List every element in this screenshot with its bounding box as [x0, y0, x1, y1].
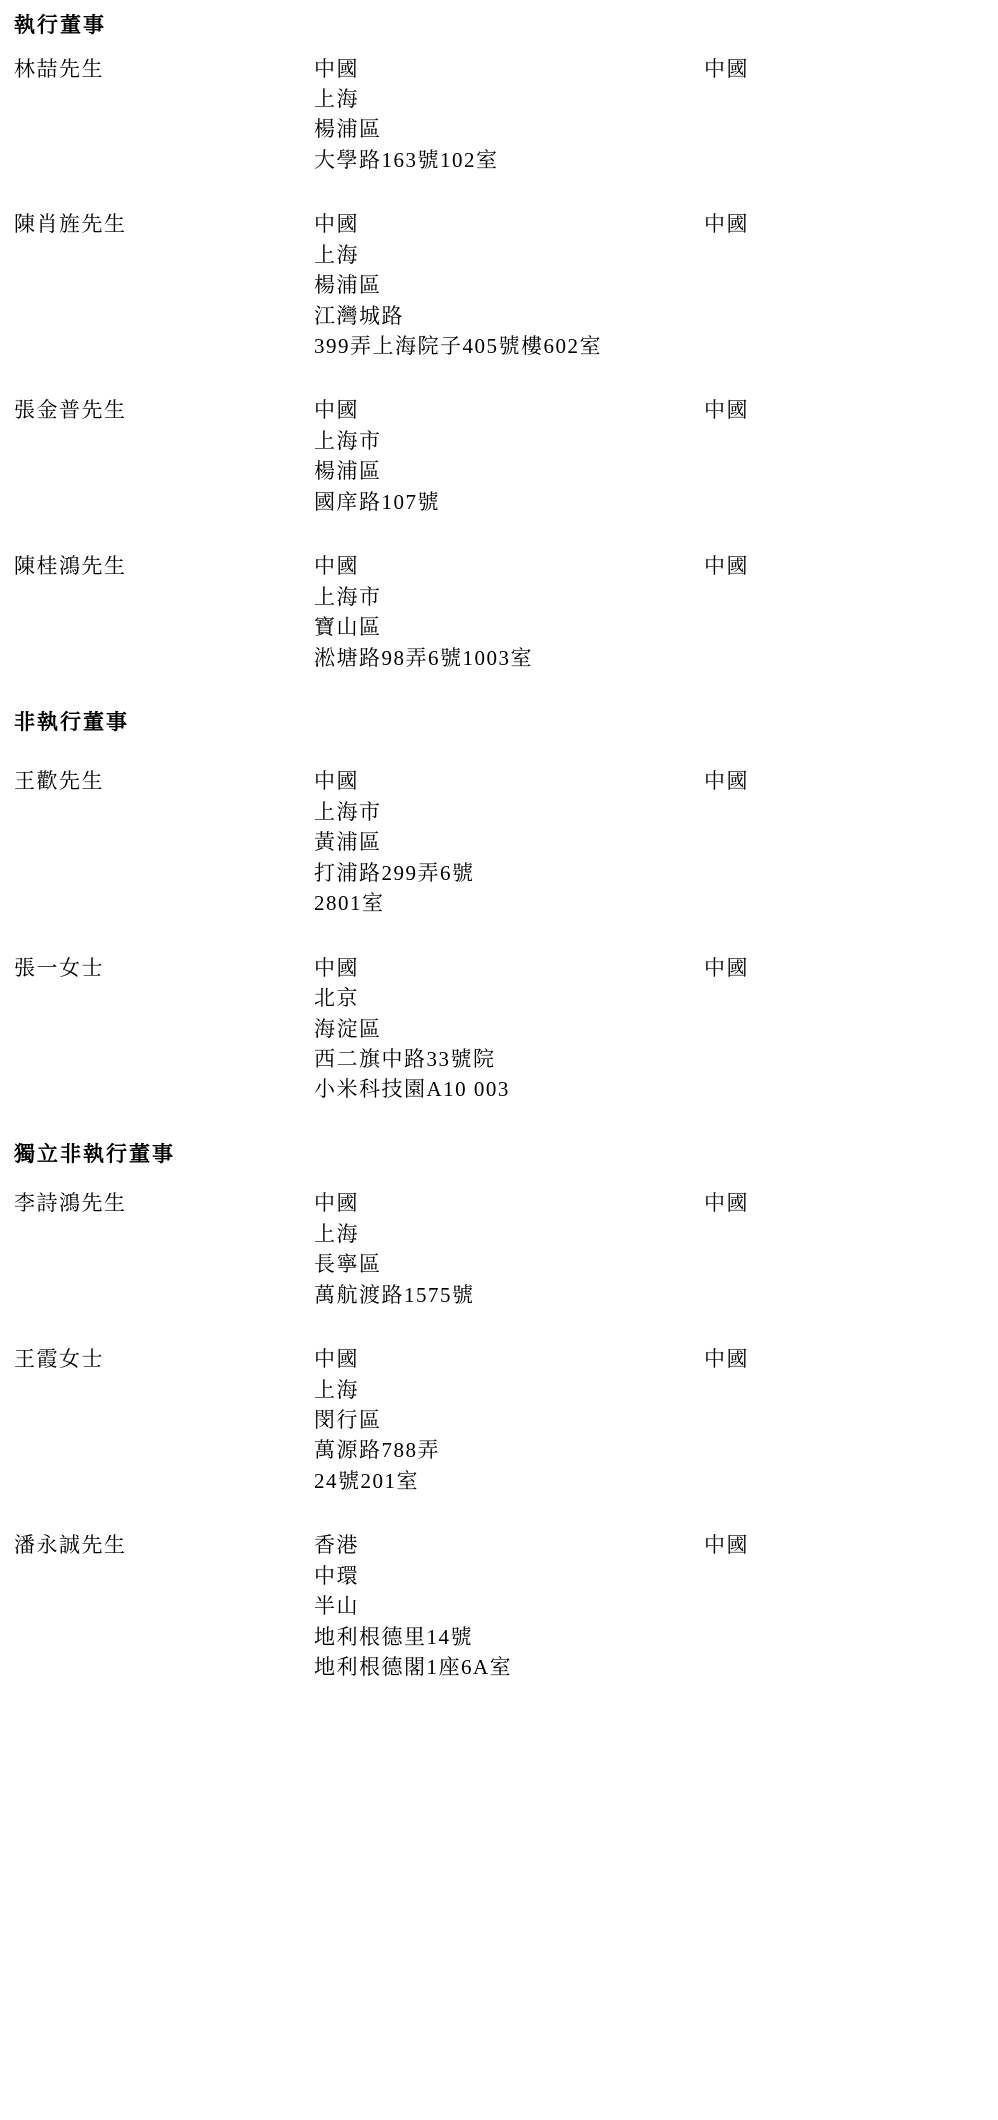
address-line: 西二旗中路33號院 — [314, 1046, 496, 1071]
director-entry — [14, 1530, 978, 1682]
director-name: 陳肖旌先生 — [14, 212, 127, 237]
address-line: 小米科技園A10 003 — [314, 1077, 510, 1102]
address-line: 上海 — [314, 242, 359, 267]
address-line: 中國 — [314, 955, 359, 980]
director-name: 林喆先生 — [14, 56, 104, 81]
address-line: 中國 — [314, 1347, 359, 1372]
address-line: 中環 — [314, 1563, 359, 1588]
director-nationality: 中國 — [704, 955, 749, 980]
director-nationality: 中國 — [704, 1191, 749, 1216]
address-line: 黃浦區 — [314, 830, 382, 855]
address-line: 2801室 — [314, 891, 385, 916]
address-line: 上海市 — [314, 428, 382, 453]
address-line: 上海 — [314, 1377, 359, 1402]
section-heading-executive-directors: 執行董事 — [14, 13, 106, 37]
director-address — [314, 209, 704, 361]
director-address — [314, 766, 704, 918]
address-line: 上海 — [314, 86, 359, 111]
address-line: 半山 — [314, 1594, 359, 1619]
address-line: 萬源路788弄 — [314, 1438, 440, 1463]
address-line: 楊浦區 — [314, 273, 382, 298]
address-line: 江灣城路 — [314, 303, 404, 328]
address-line: 地利根德閣1座6A室 — [314, 1655, 513, 1679]
director-name: 李詩鴻先生 — [14, 1191, 127, 1216]
director-name: 張一女士 — [14, 955, 104, 980]
director-nationality: 中國 — [704, 212, 749, 237]
director-nationality: 中國 — [704, 398, 749, 423]
address-line: 中國 — [314, 212, 359, 237]
director-nationality: 中國 — [704, 1533, 749, 1558]
director-address — [314, 54, 704, 176]
director-name: 陳桂鴻先生 — [14, 554, 127, 579]
address-line: 閔行區 — [314, 1407, 382, 1432]
address-line: 寶山區 — [314, 615, 382, 640]
address-line: 399弄上海院子405號樓602室 — [314, 334, 602, 358]
director-address — [314, 1344, 704, 1496]
section-heading-independent-non-executive-directors: 獨立非執行董事 — [14, 1141, 175, 1166]
address-line: 中國 — [314, 554, 359, 579]
address-line: 大學路163號102室 — [314, 147, 499, 172]
director-entry — [14, 1344, 978, 1496]
director-entry — [14, 54, 978, 176]
address-line: 地利根德里14號 — [314, 1624, 473, 1649]
director-name: 潘永誠先生 — [14, 1533, 127, 1558]
director-address — [314, 953, 704, 1105]
address-line: 楊浦區 — [314, 117, 382, 142]
address-line: 萬航渡路1575號 — [314, 1282, 475, 1307]
address-line: 中國 — [314, 398, 359, 423]
address-line: 24號201室 — [314, 1468, 419, 1493]
address-line: 楊浦區 — [314, 459, 382, 484]
address-line: 中國 — [314, 1191, 359, 1216]
director-entry — [14, 766, 978, 918]
director-address — [314, 1530, 704, 1682]
director-entry — [14, 209, 978, 361]
director-entry — [14, 1188, 978, 1310]
spacer — [14, 744, 978, 766]
director-nationality: 中國 — [704, 1347, 749, 1372]
address-line: 上海市 — [314, 584, 382, 609]
address-line: 上海 — [314, 1221, 359, 1246]
director-nationality: 中國 — [704, 554, 749, 579]
director-name: 王霞女士 — [14, 1347, 104, 1372]
director-entry — [14, 551, 978, 673]
address-line: 香港 — [314, 1533, 359, 1558]
address-line: 淞塘路98弄6號1003室 — [314, 645, 533, 670]
director-nationality: 中國 — [704, 769, 749, 794]
director-entry — [14, 953, 978, 1105]
address-line: 海淀區 — [314, 1016, 382, 1041]
spacer — [14, 1176, 978, 1188]
director-address — [314, 551, 704, 673]
director-address — [314, 1188, 704, 1310]
director-address — [314, 395, 704, 517]
address-line: 長寧區 — [314, 1252, 382, 1277]
section-heading-non-executive-directors: 非執行董事 — [14, 709, 129, 734]
director-nationality: 中國 — [704, 56, 749, 81]
director-name: 王歡先生 — [14, 769, 104, 794]
address-line: 中國 — [314, 769, 359, 794]
address-line: 中國 — [314, 56, 359, 81]
director-name: 張金普先生 — [14, 398, 127, 423]
address-line: 國庠路107號 — [314, 489, 440, 514]
address-line: 打浦路299弄6號 — [314, 860, 475, 885]
address-line: 上海市 — [314, 799, 382, 824]
director-entry — [14, 395, 978, 517]
address-line: 北京 — [314, 986, 359, 1011]
